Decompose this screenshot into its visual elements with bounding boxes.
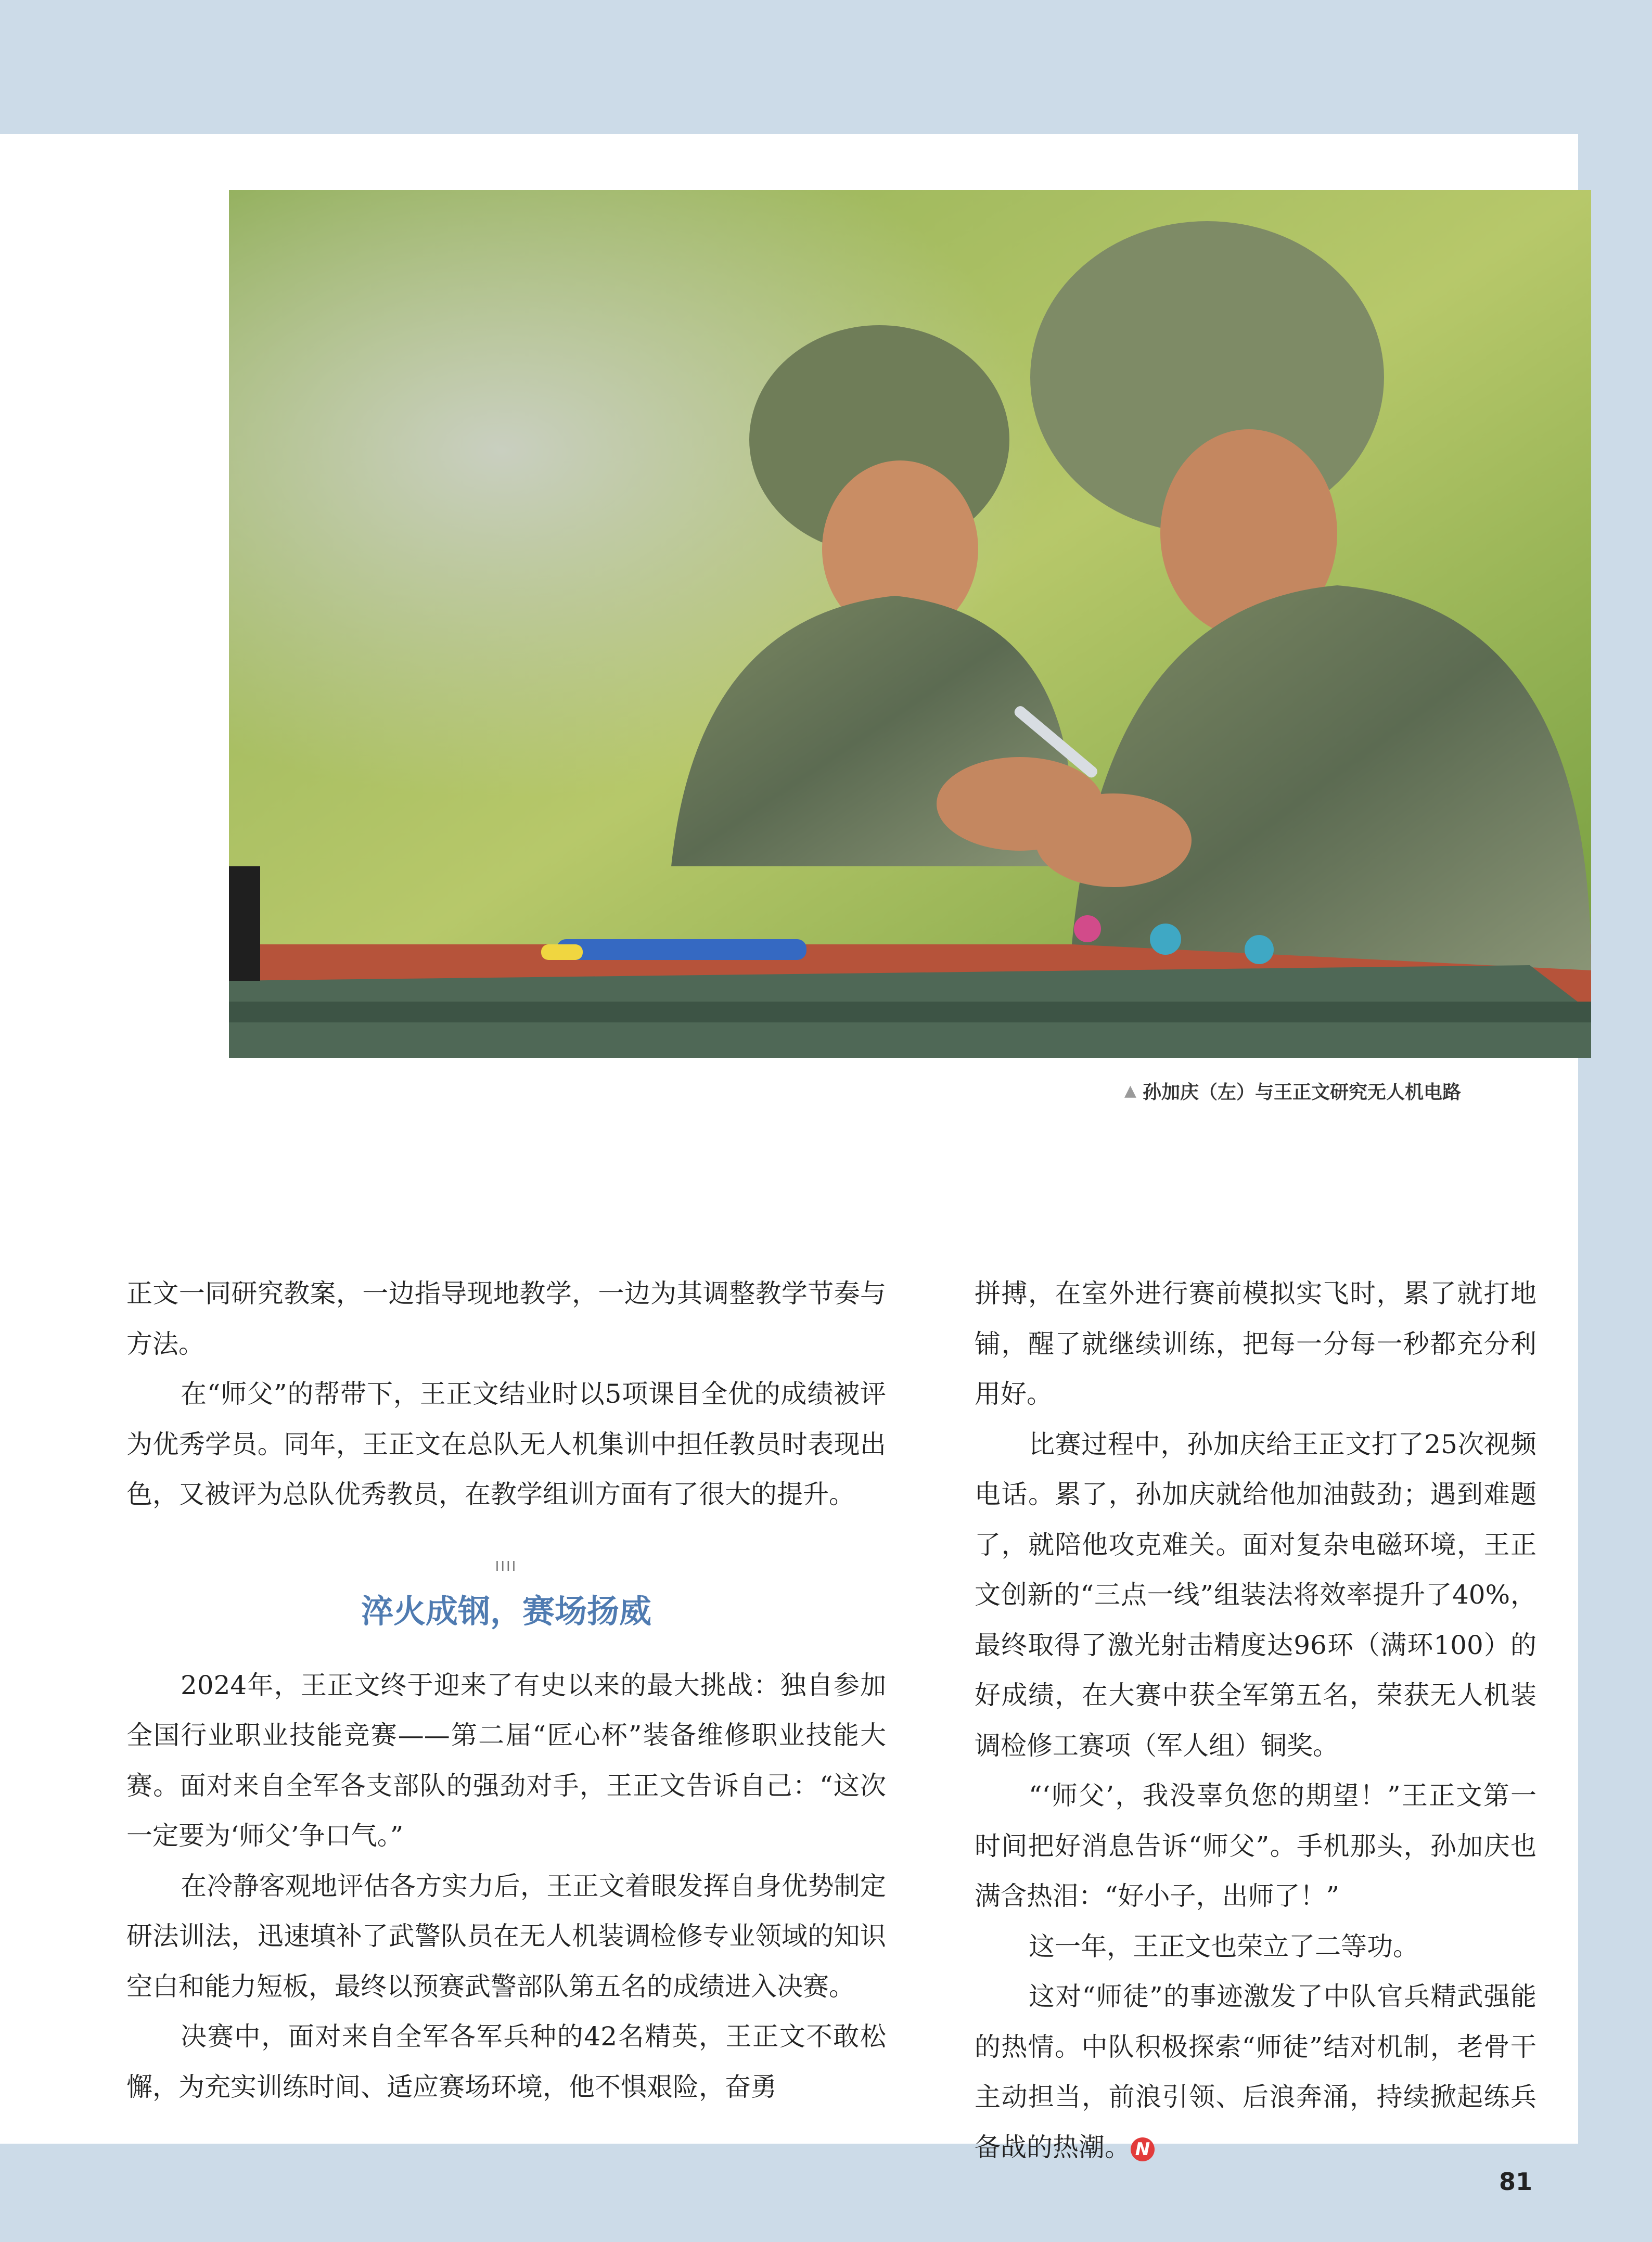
photo-caption xyxy=(1124,1075,1461,1106)
paragraph: 2024年，王正文终于迎来了有史以来的最大挑战：独自参加全国行业职业技能竞赛——第二届“匠心杯”装备维修职业技能大赛。面对来自全军各支部队的强劲对手，王正文告诉自己：“这次一定要为‘师父’争口气。” xyxy=(126,1670,886,1851)
paragraph: 在“师父”的帮带下，王正文结业时以5项课目全优的成绩被评为优秀学员。同年，王正文在总队无人机集训中担任教员时表现出色，又被评为总队优秀教员，在教学组训方面有了很大的提升。 xyxy=(126,1379,886,1509)
end-mark-icon: N xyxy=(1131,2137,1155,2161)
paragraph: 比赛过程中，孙加庆给王正文打了25次视频电话。累了，孙加庆就给他加油鼓劲；遇到难题了，就陪他攻克难关。面对复杂电磁环境，王正文创新的“三点一线”组装法将效率提升了40%，最终取得了激光射击精度达96环（满环100）的好成绩，在大赛中获全军第五名，荣获无人机装调检修工赛项（军人组）铜奖。 xyxy=(975,1429,1536,1761)
caption-text: 孙加庆（左）与王正文研究无人机电路 xyxy=(1142,1081,1461,1103)
magazine-page xyxy=(0,134,1578,2162)
paragraph: 在冷静客观地评估各方实力后，王正文着眼发挥自身优势制定研法训法，迅速填补了武警队员在无人机装调检修专业领域的知识空白和能力短板，最终以预赛武警部队第五名的成绩进入决赛。 xyxy=(126,1871,886,2002)
caption-triangle-icon: ▲ xyxy=(1124,1081,1136,1100)
paragraph-last xyxy=(975,1971,1536,2172)
paragraph: “‘师父’，我没辜负您的期望！”王正文第一时间把好消息告诉“师父”。手机那头，孙加庆也满含热泪：“好小子，出师了！” xyxy=(975,1780,1536,1911)
article-photo xyxy=(229,190,1591,1058)
paragraph: 拼搏，在室外进行赛前模拟实飞时，累了就打地铺，醒了就继续训练，把每一分每一秒都充分利用好。 xyxy=(975,1278,1536,1409)
left-column xyxy=(126,1269,886,2112)
page-number: 81 xyxy=(1499,2168,1532,2196)
section-mark: IIII xyxy=(495,1558,518,1574)
soldiers-drone-photo xyxy=(229,190,1591,1058)
paragraph: 正文一同研究教案，一边指导现地教学，一边为其调整教学节奏与方法。 xyxy=(126,1278,886,1359)
section-heading: 淬火成钢，赛场扬威 xyxy=(361,1592,651,1630)
paragraph: 决赛中，面对来自全军各军兵种的42名精英，王正文不敢松懈，为充实训练时间、适应赛场环境，他不惧艰险，奋勇 xyxy=(126,2021,886,2102)
paragraph-text: 这对“师徒”的事迹激发了中队官兵精武强能的热情。中队积极探索“师徒”结对机制，老骨干主动担当，前浪引领、后浪奔涌，持续掀起练兵备战的热潮。 xyxy=(975,1981,1536,2162)
right-column xyxy=(975,1269,1536,2172)
paragraph: 这一年，王正文也荣立了二等功。 xyxy=(1029,1931,1419,1962)
